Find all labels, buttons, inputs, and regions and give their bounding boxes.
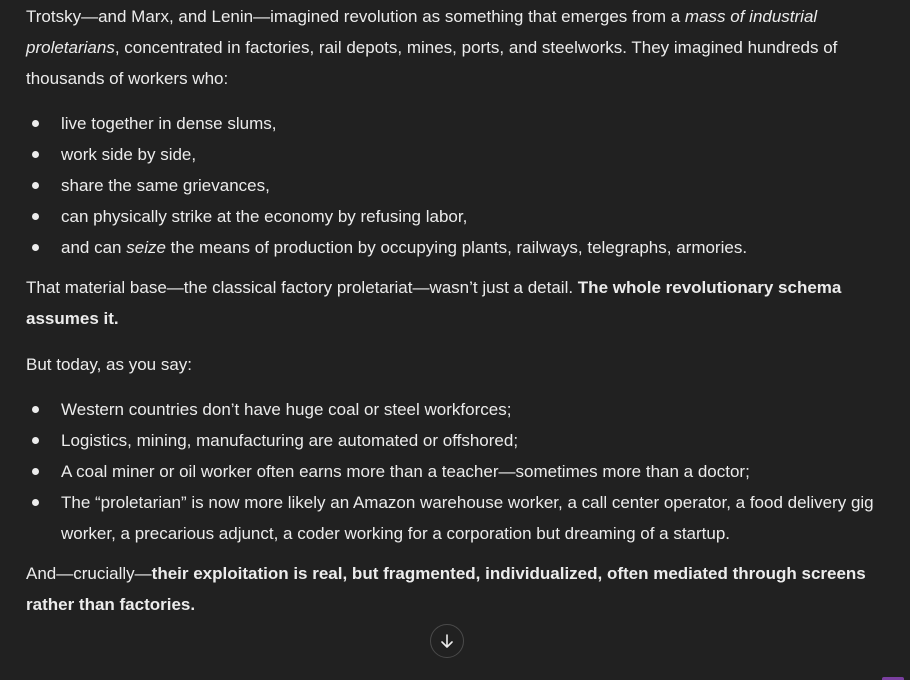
bullet-icon [32, 244, 39, 251]
bullet-list-today [26, 394, 886, 549]
text: , concentrated in factories, rail depots, mines, ports, and steelworks. They imagined hundreds of thousands of workers who: [26, 38, 838, 88]
bullet-icon [32, 151, 39, 158]
bullet-icon [32, 406, 39, 413]
bold-text: The whole revolutionary schema assumes it. [26, 278, 842, 328]
list-item: share the same grievances, [26, 170, 886, 201]
bullet-list-classical [26, 108, 886, 263]
list-item: Logistics, mining, manufacturing are automated or offshored; [26, 425, 886, 456]
paragraph-intro [26, 1, 886, 94]
list-item: A coal miner or oil worker often earns more than a teacher—sometimes more than a doctor; [26, 456, 886, 487]
paragraph-today: But today, as you say: [26, 355, 192, 374]
arrow-down-icon [439, 633, 455, 649]
text: Trotsky—and Marx, and Lenin—imagined revolution as something that emerges from a [26, 7, 685, 26]
scroll-to-bottom-button[interactable] [430, 624, 464, 658]
emphasis-text: seize [126, 238, 166, 257]
list-item: work side by side, [26, 139, 886, 170]
bullet-icon [32, 437, 39, 444]
paragraph-material-base: That material base—the classical factory proletariat—wasn’t just a detail. The whole revolutionary schema assumes it. [26, 278, 842, 328]
bullet-icon [32, 499, 39, 506]
bullet-icon [32, 213, 39, 220]
list-item: live together in dense slums, [26, 108, 886, 139]
list-item: Western countries don’t have huge coal or steel workforces; [26, 394, 886, 425]
bold-text: their exploitation is real, but fragmented, individualized, often mediated through screens rather than factories. [26, 564, 866, 614]
bullet-icon [32, 468, 39, 475]
list-item: can physically strike at the economy by refusing labor, [26, 201, 886, 232]
bullet-icon [32, 120, 39, 127]
list-item: and can seize the means of production by occupying plants, railways, telegraphs, armories. [26, 232, 886, 263]
list-item: The “proletarian” is now more likely an Amazon warehouse worker, a call center operator, a food delivery gig worker, a precarious adjunct, a coder working for a corporation but dreaming of a startup. [26, 487, 886, 549]
emphasis-text: mass of industrial proletarians [26, 7, 818, 57]
assistant-message [26, 1, 886, 620]
bullet-icon [32, 182, 39, 189]
paragraph-conclusion: And—crucially—their exploitation is real, but fragmented, individualized, often mediated through screens rather than factories. [26, 564, 866, 614]
